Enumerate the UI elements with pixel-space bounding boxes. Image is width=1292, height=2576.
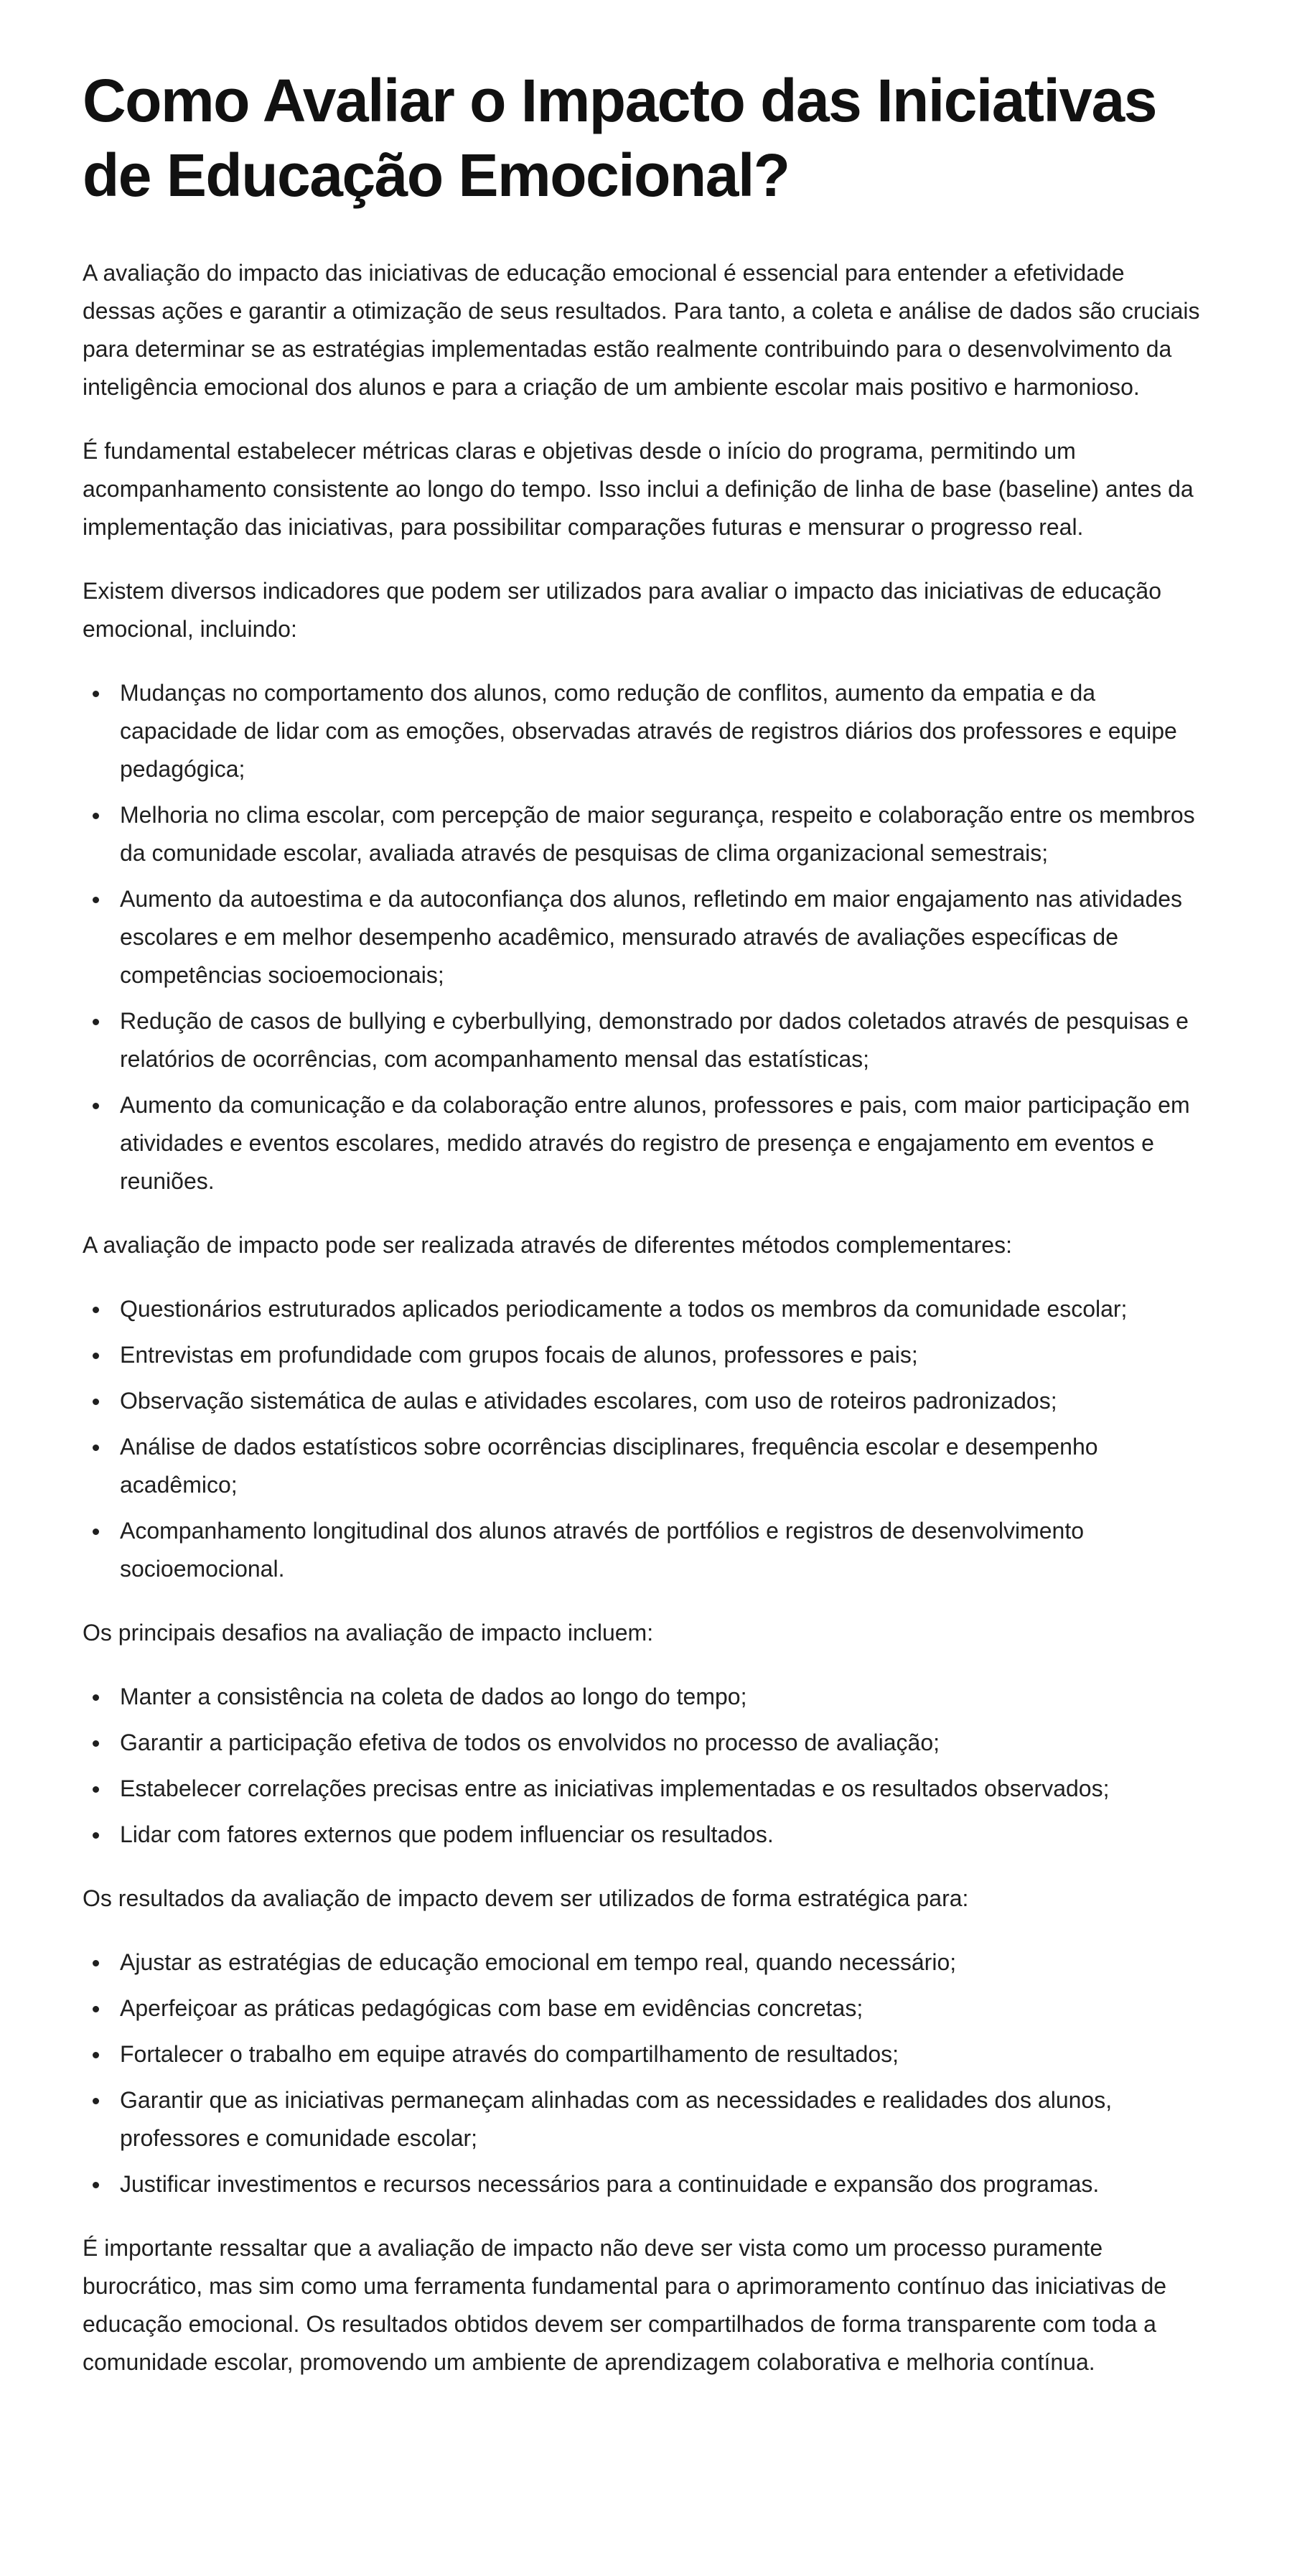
- list-item: Ajustar as estratégias de educação emocional em tempo real, quando necessário;: [120, 1943, 1202, 1982]
- list-item: Mudanças no comportamento dos alunos, como redução de conflitos, aumento da empatia e da capacidade de lidar com as emoções, observadas através de registros diários dos professores e equipe pedagógica;: [120, 674, 1202, 788]
- list-item: Lidar com fatores externos que podem influenciar os resultados.: [120, 1816, 1202, 1854]
- indicators-intro: Existem diversos indicadores que podem ser utilizados para avaliar o impacto das iniciativas de educação emocional, incluindo:: [83, 578, 1162, 642]
- challenges-intro: Os principais desafios na avaliação de impacto incluem:: [83, 1620, 654, 1646]
- uses-intro: Os resultados da avaliação de impacto devem ser utilizados de forma estratégica para:: [83, 1885, 969, 1911]
- conclusion-paragraph: É importante ressaltar que a avaliação de impacto não deve ser vista como um processo puramente burocrático, mas sim como uma ferramenta fundamental para o aprimoramento contínuo das iniciativas de educação emocional. Os resultados obtidos devem ser compartilhados de forma transparente com toda a comunidade escolar, promovendo um ambiente de aprendizagem colaborativa e melhoria contínua.: [83, 2235, 1167, 2375]
- methods-intro: A avaliação de impacto pode ser realizada através de diferentes métodos complementares:: [83, 1232, 1012, 1258]
- list-item: Aperfeiçoar as práticas pedagógicas com base em evidências concretas;: [120, 1989, 1202, 2027]
- list-item: Estabelecer correlações precisas entre as iniciativas implementadas e os resultados observados;: [120, 1770, 1202, 1808]
- list-item: Fortalecer o trabalho em equipe através do compartilhamento de resultados;: [120, 2035, 1202, 2073]
- list-item: Aumento da autoestima e da autoconfiança dos alunos, refletindo em maior engajamento nas atividades escolares e em melhor desempenho acadêmico, mensurado através de avaliações específicas de competências socioemocionais;: [120, 880, 1202, 994]
- metrics-paragraph: É fundamental estabelecer métricas claras e objetivas desde o início do programa, permitindo um acompanhamento consistente ao longo do tempo. Isso inclui a definição de linha de base (baseline) antes da implementação das iniciativas, para possibilitar comparações futuras e mensurar o progresso real.: [83, 438, 1194, 540]
- page-title: Como Avaliar o Impacto das Iniciativas de Educação Emocional?: [83, 67, 1156, 209]
- list-item: Observação sistemática de aulas e atividades escolares, com uso de roteiros padronizados;: [120, 1382, 1202, 1420]
- list-item: Entrevistas em profundidade com grupos focais de alunos, professores e pais;: [120, 1336, 1202, 1374]
- list-item: Questionários estruturados aplicados periodicamente a todos os membros da comunidade escolar;: [120, 1290, 1202, 1328]
- list-item: Melhoria no clima escolar, com percepção de maior segurança, respeito e colaboração entre os membros da comunidade escolar, avaliada através de pesquisas de clima organizacional semestrais;: [120, 796, 1202, 872]
- indicators-list: [83, 674, 1202, 1200]
- intro-paragraph: A avaliação do impacto das iniciativas de educação emocional é essencial para entender a efetividade dessas ações e garantir a otimização de seus resultados. Para tanto, a coleta e análise de dados são cruciais para determinar se as estratégias implementadas estão realmente contribuindo para o desenvolvimento da inteligência emocional dos alunos e para a criação de um ambiente escolar mais positivo e harmonioso.: [83, 260, 1200, 400]
- list-item: Manter a consistência na coleta de dados ao longo do tempo;: [120, 1678, 1202, 1716]
- list-item: Garantir a participação efetiva de todos os envolvidos no processo de avaliação;: [120, 1724, 1202, 1762]
- list-item: Análise de dados estatísticos sobre ocorrências disciplinares, frequência escolar e desempenho acadêmico;: [120, 1428, 1202, 1504]
- list-item: Garantir que as iniciativas permaneçam alinhadas com as necessidades e realidades dos alunos, professores e comunidade escolar;: [120, 2081, 1202, 2157]
- list-item: Acompanhamento longitudinal dos alunos através de portfólios e registros de desenvolvimento socioemocional.: [120, 1512, 1202, 1588]
- list-item: Aumento da comunicação e da colaboração entre alunos, professores e pais, com maior participação em atividades e eventos escolares, medido através do registro de presença e engajamento em eventos e reuniões.: [120, 1086, 1202, 1200]
- list-item: Justificar investimentos e recursos necessários para a continuidade e expansão dos programas.: [120, 2165, 1202, 2203]
- list-item: Redução de casos de bullying e cyberbullying, demonstrado por dados coletados através de pesquisas e relatórios de ocorrências, com acompanhamento mensal das estatísticas;: [120, 1002, 1202, 1078]
- article: [83, 63, 1202, 2407]
- methods-list: [83, 1290, 1202, 1588]
- uses-list: [83, 1943, 1202, 2203]
- challenges-list: [83, 1678, 1202, 1854]
